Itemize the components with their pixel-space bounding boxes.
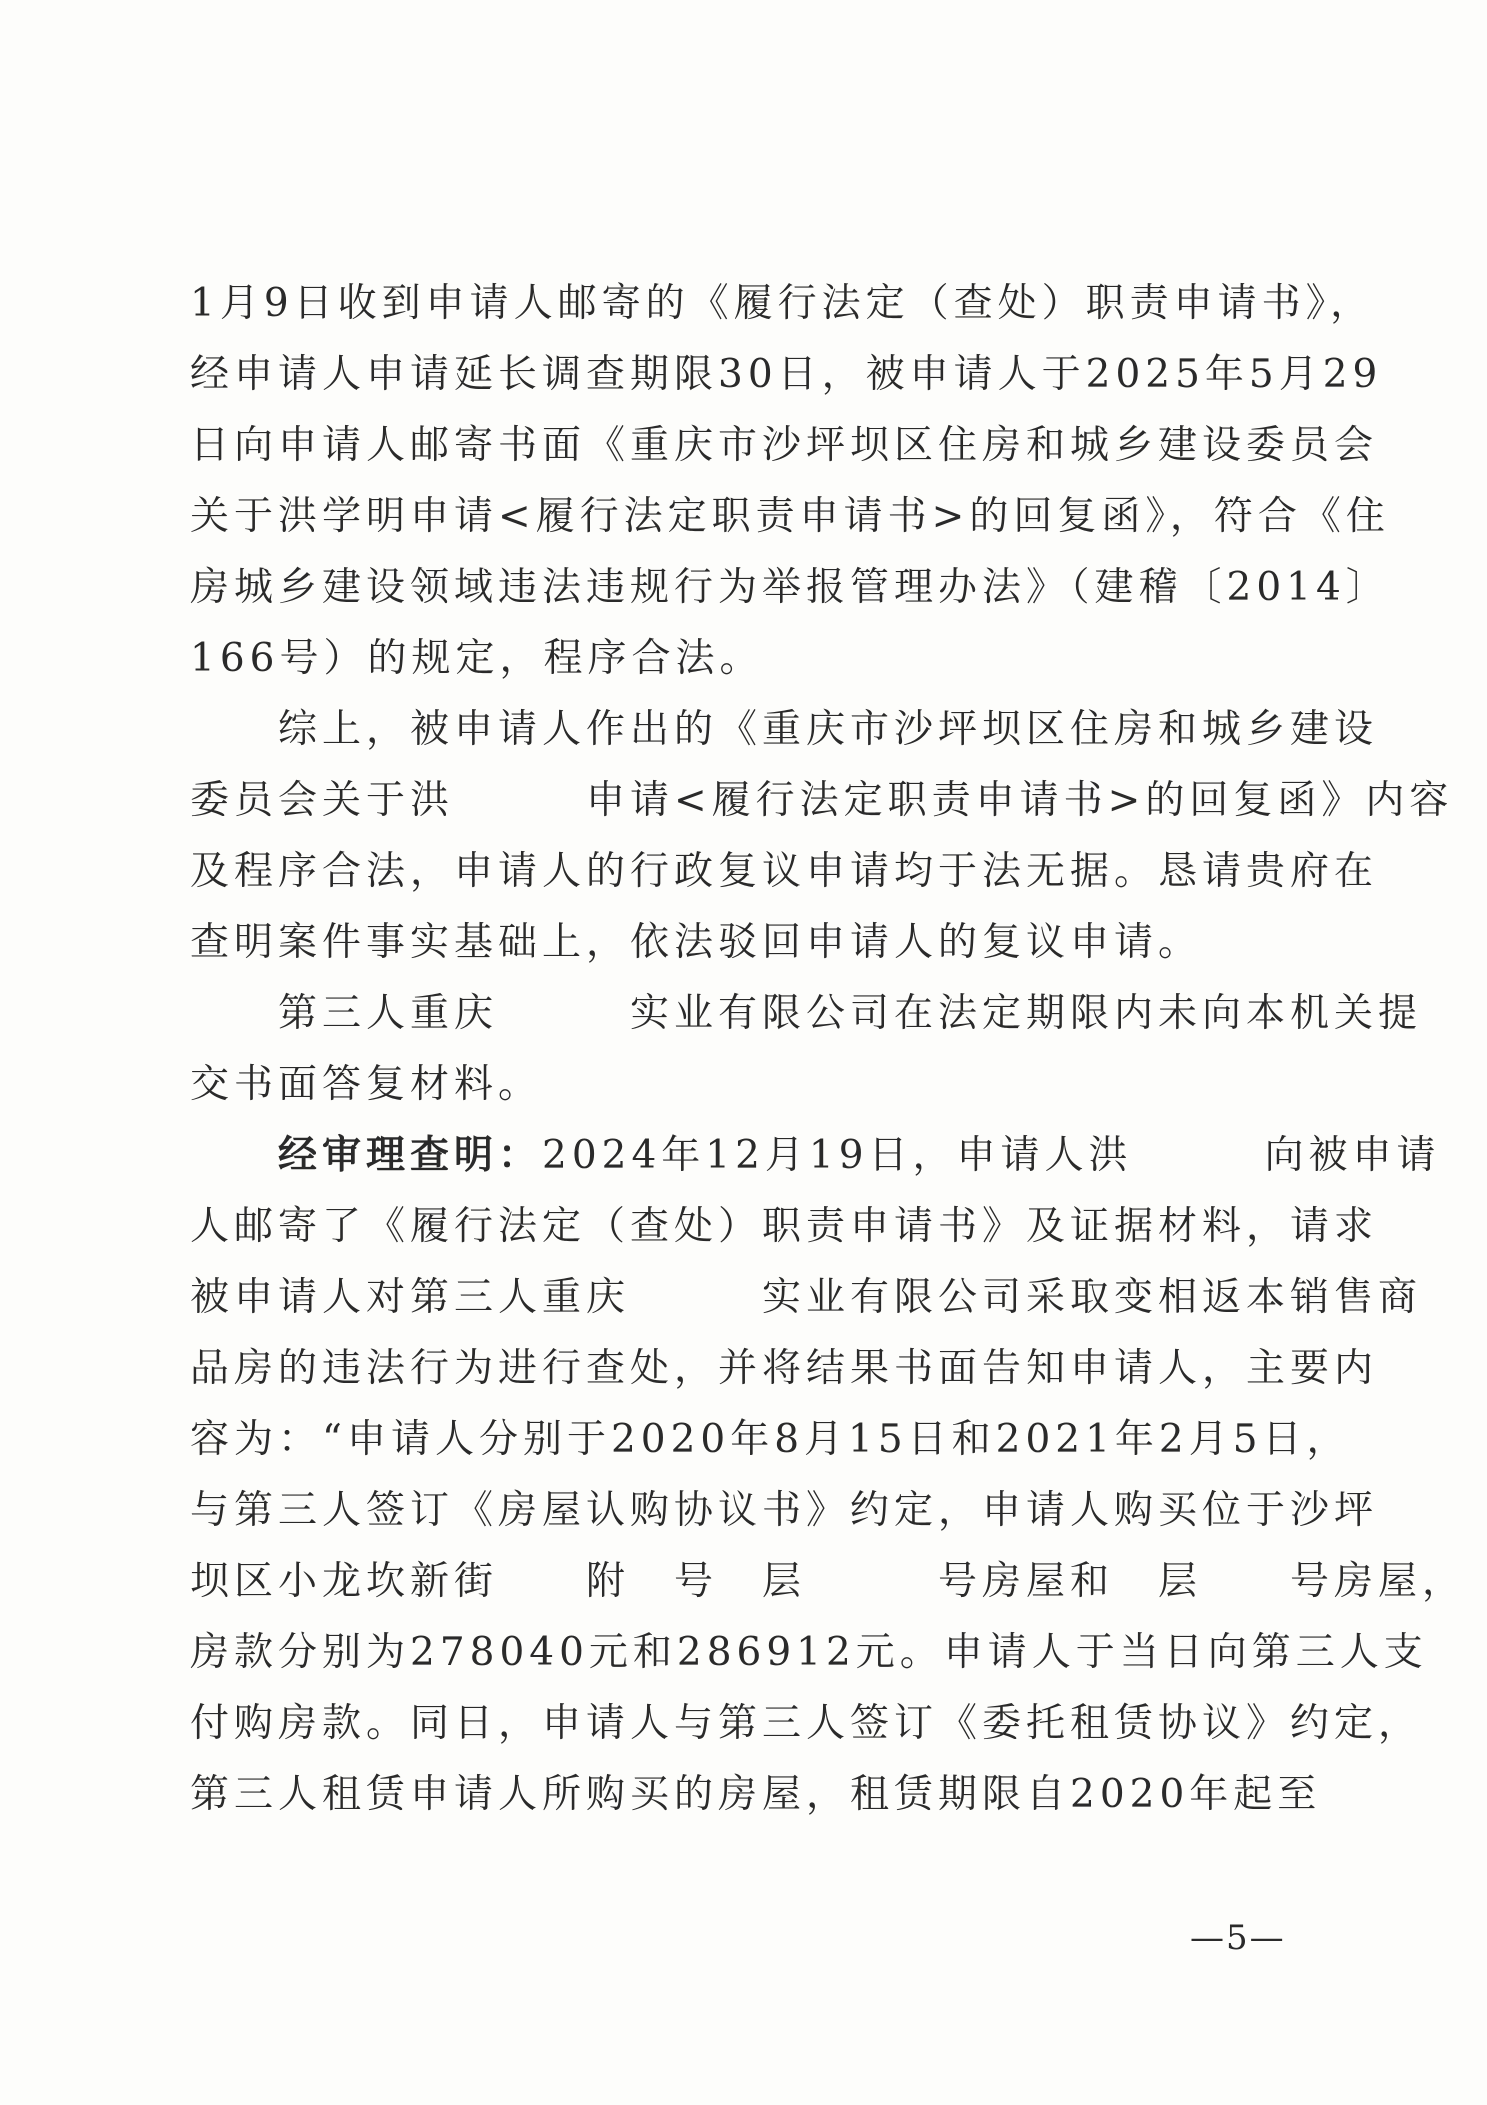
document-body: [190, 268, 1467, 1830]
body-line: 关于洪学明申请<履行法定职责申请书>的回复函》，符合《住: [190, 494, 1390, 539]
body-line: 与第三人签订《房屋认购协议书》约定，申请人购买位于沙坪: [190, 1488, 1379, 1533]
body-line: 查明案件事实基础上，依法驳回申请人的复议申请。: [190, 920, 1203, 965]
finding-text: 2024年12月19日，申请人洪 向被申请: [542, 1133, 1441, 1178]
page-number: —5—: [1190, 1918, 1286, 1958]
body-line: 付购房款。同日，申请人与第三人签订《委托租赁协议》约定，: [190, 1701, 1423, 1746]
body-line: 经申请人申请延长调查期限30日，被申请人于2025年5月29: [190, 352, 1383, 397]
body-line: 房城乡建设领域违法违规行为举报管理办法》（建稽〔2014〕: [190, 565, 1390, 610]
body-line: 1月9日收到申请人邮寄的《履行法定（查处）职责申请书》，: [190, 281, 1375, 326]
body-line: 人邮寄了《履行法定（查处）职责申请书》及证据材料，请求: [190, 1204, 1379, 1249]
body-line: 坝区小龙坎新街 附 号 层 号房屋和 层 号房屋，: [190, 1559, 1467, 1604]
body-line: 日向申请人邮寄书面《重庆市沙坪坝区住房和城乡建设委员会: [190, 423, 1379, 468]
body-line: 第三人重庆 实业有限公司在法定期限内未向本机关提: [190, 991, 1423, 1036]
body-line: 交书面答复材料。: [190, 1062, 543, 1107]
body-line: 品房的违法行为进行查处，并将结果书面告知申请人，主要内: [190, 1346, 1379, 1391]
body-line: 综上，被申请人作出的《重庆市沙坪坝区住房和城乡建设: [190, 707, 1379, 752]
body-line: 容为：“申请人分别于2020年8月15日和2021年2月5日，: [190, 1417, 1351, 1462]
finding-line: [190, 1120, 1441, 1191]
body-line: 166号）的规定，程序合法。: [190, 636, 764, 681]
finding-heading: 经审理查明：: [278, 1132, 543, 1178]
body-line: 被申请人对第三人重庆 实业有限公司采取变相返本销售商: [190, 1275, 1423, 1320]
body-line: 委员会关于洪 申请<履行法定职责申请书>的回复函》内容: [190, 778, 1454, 823]
body-line: 房款分别为278040元和286912元。申请人于当日向第三人支: [190, 1630, 1428, 1675]
body-line: 及程序合法，申请人的行政复议申请均于法无据。恳请贵府在: [190, 849, 1379, 894]
body-line: 第三人租赁申请人所购买的房屋，租赁期限自2020年起至: [190, 1772, 1322, 1817]
